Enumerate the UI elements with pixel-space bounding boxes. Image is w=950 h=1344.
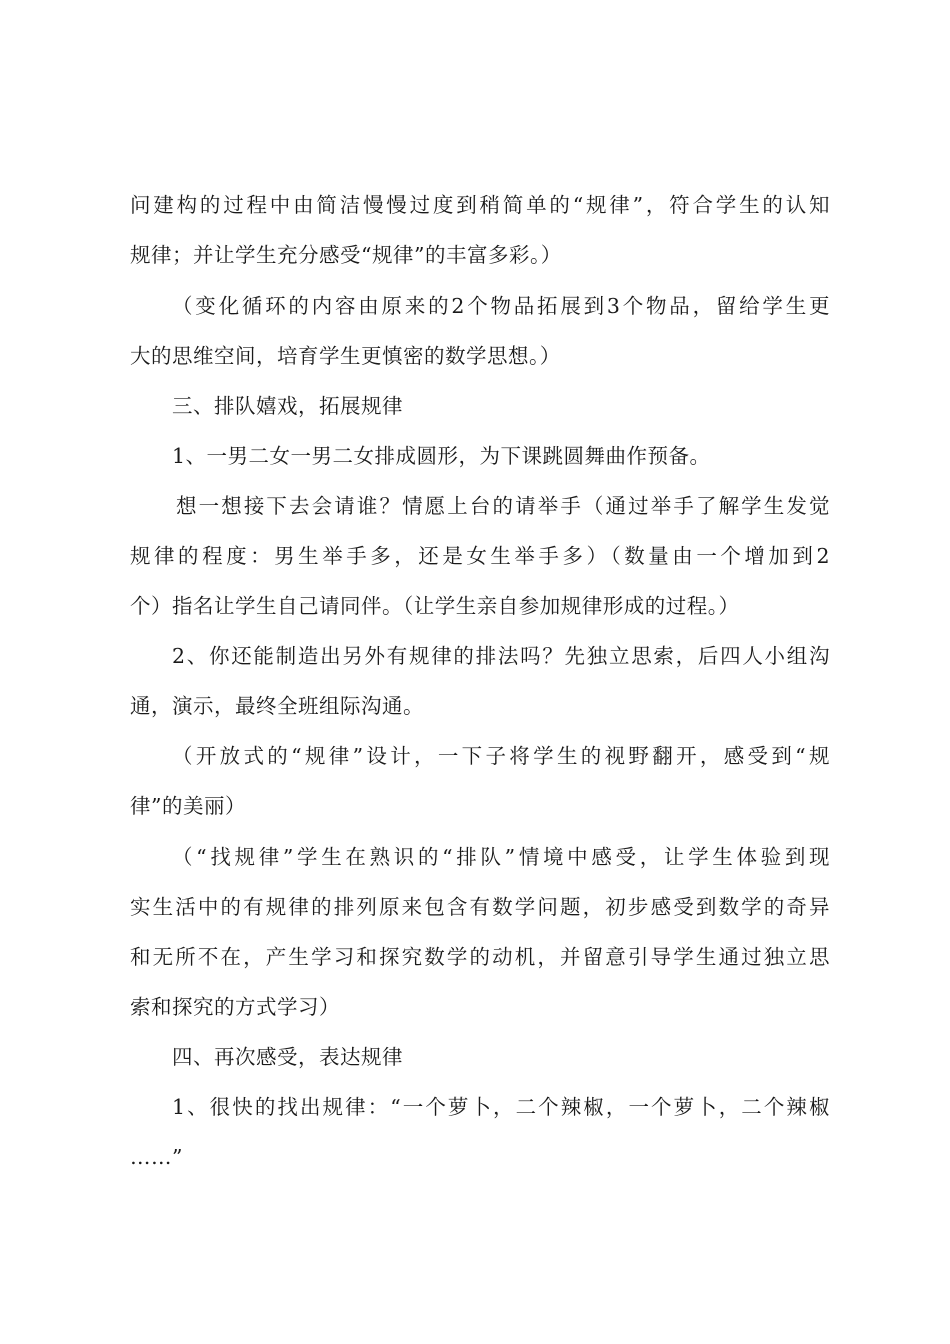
text-line: 个）指名让学生自己请同伴。（让学生亲自参加规律形成的过程。） (130, 594, 740, 618)
text-line: 律”的美丽） (130, 794, 246, 818)
text-line: （变化循环的内容由原来的2个物品拓展到3个物品，留给学生更 (172, 294, 830, 318)
text-line: 和无所不在，产生学习和探究数学的动机，并留意引导学生通过独立思 (130, 945, 830, 969)
text-line: （“找规律”学生在熟识的“排队”情境中感受，让学生体验到现 (172, 845, 830, 869)
text-line: （开放式的“规律”设计，一下子将学生的视野翻开，感受到“规 (172, 744, 830, 768)
text-line: 通，演示，最终全班组际沟通。 (130, 694, 424, 718)
text-line: 想一想接下去会请谁？情愿上台的请举手（通过举手了解学生发觉 (176, 494, 830, 518)
section-heading: 三、排队嬉戏，拓展规律 (172, 394, 403, 418)
text-line: 索和探究的方式学习） (130, 995, 340, 1019)
text-line: 规律的程度：男生举手多，还是女生举手多）（数量由一个增加到2 (130, 544, 830, 568)
text-line: 实生活中的有规律的排列原来包含有数学问题，初步感受到数学的奇异 (130, 895, 830, 919)
text-line: 1、很快的找出规律：“一个萝卜，二个辣椒，一个萝卜，二个辣椒 (172, 1095, 830, 1119)
section-heading: 四、再次感受，表达规律 (172, 1045, 403, 1069)
text-line: 2、你还能制造出另外有规律的排法吗？先独立思索，后四人小组沟 (172, 644, 830, 668)
text-line: 1、一男二女一男二女排成圆形，为下课跳圆舞曲作预备。 (172, 444, 711, 468)
text-line: 问建构的过程中由简洁慢慢过度到稍简单的“规律”，符合学生的认知 (130, 193, 830, 217)
text-line: 规律；并让学生充分感受“规律”的丰富多彩。） (130, 243, 562, 267)
text-line: 大的思维空间，培育学生更慎密的数学思想。） (130, 344, 561, 368)
text-line: ……” (130, 1145, 183, 1169)
